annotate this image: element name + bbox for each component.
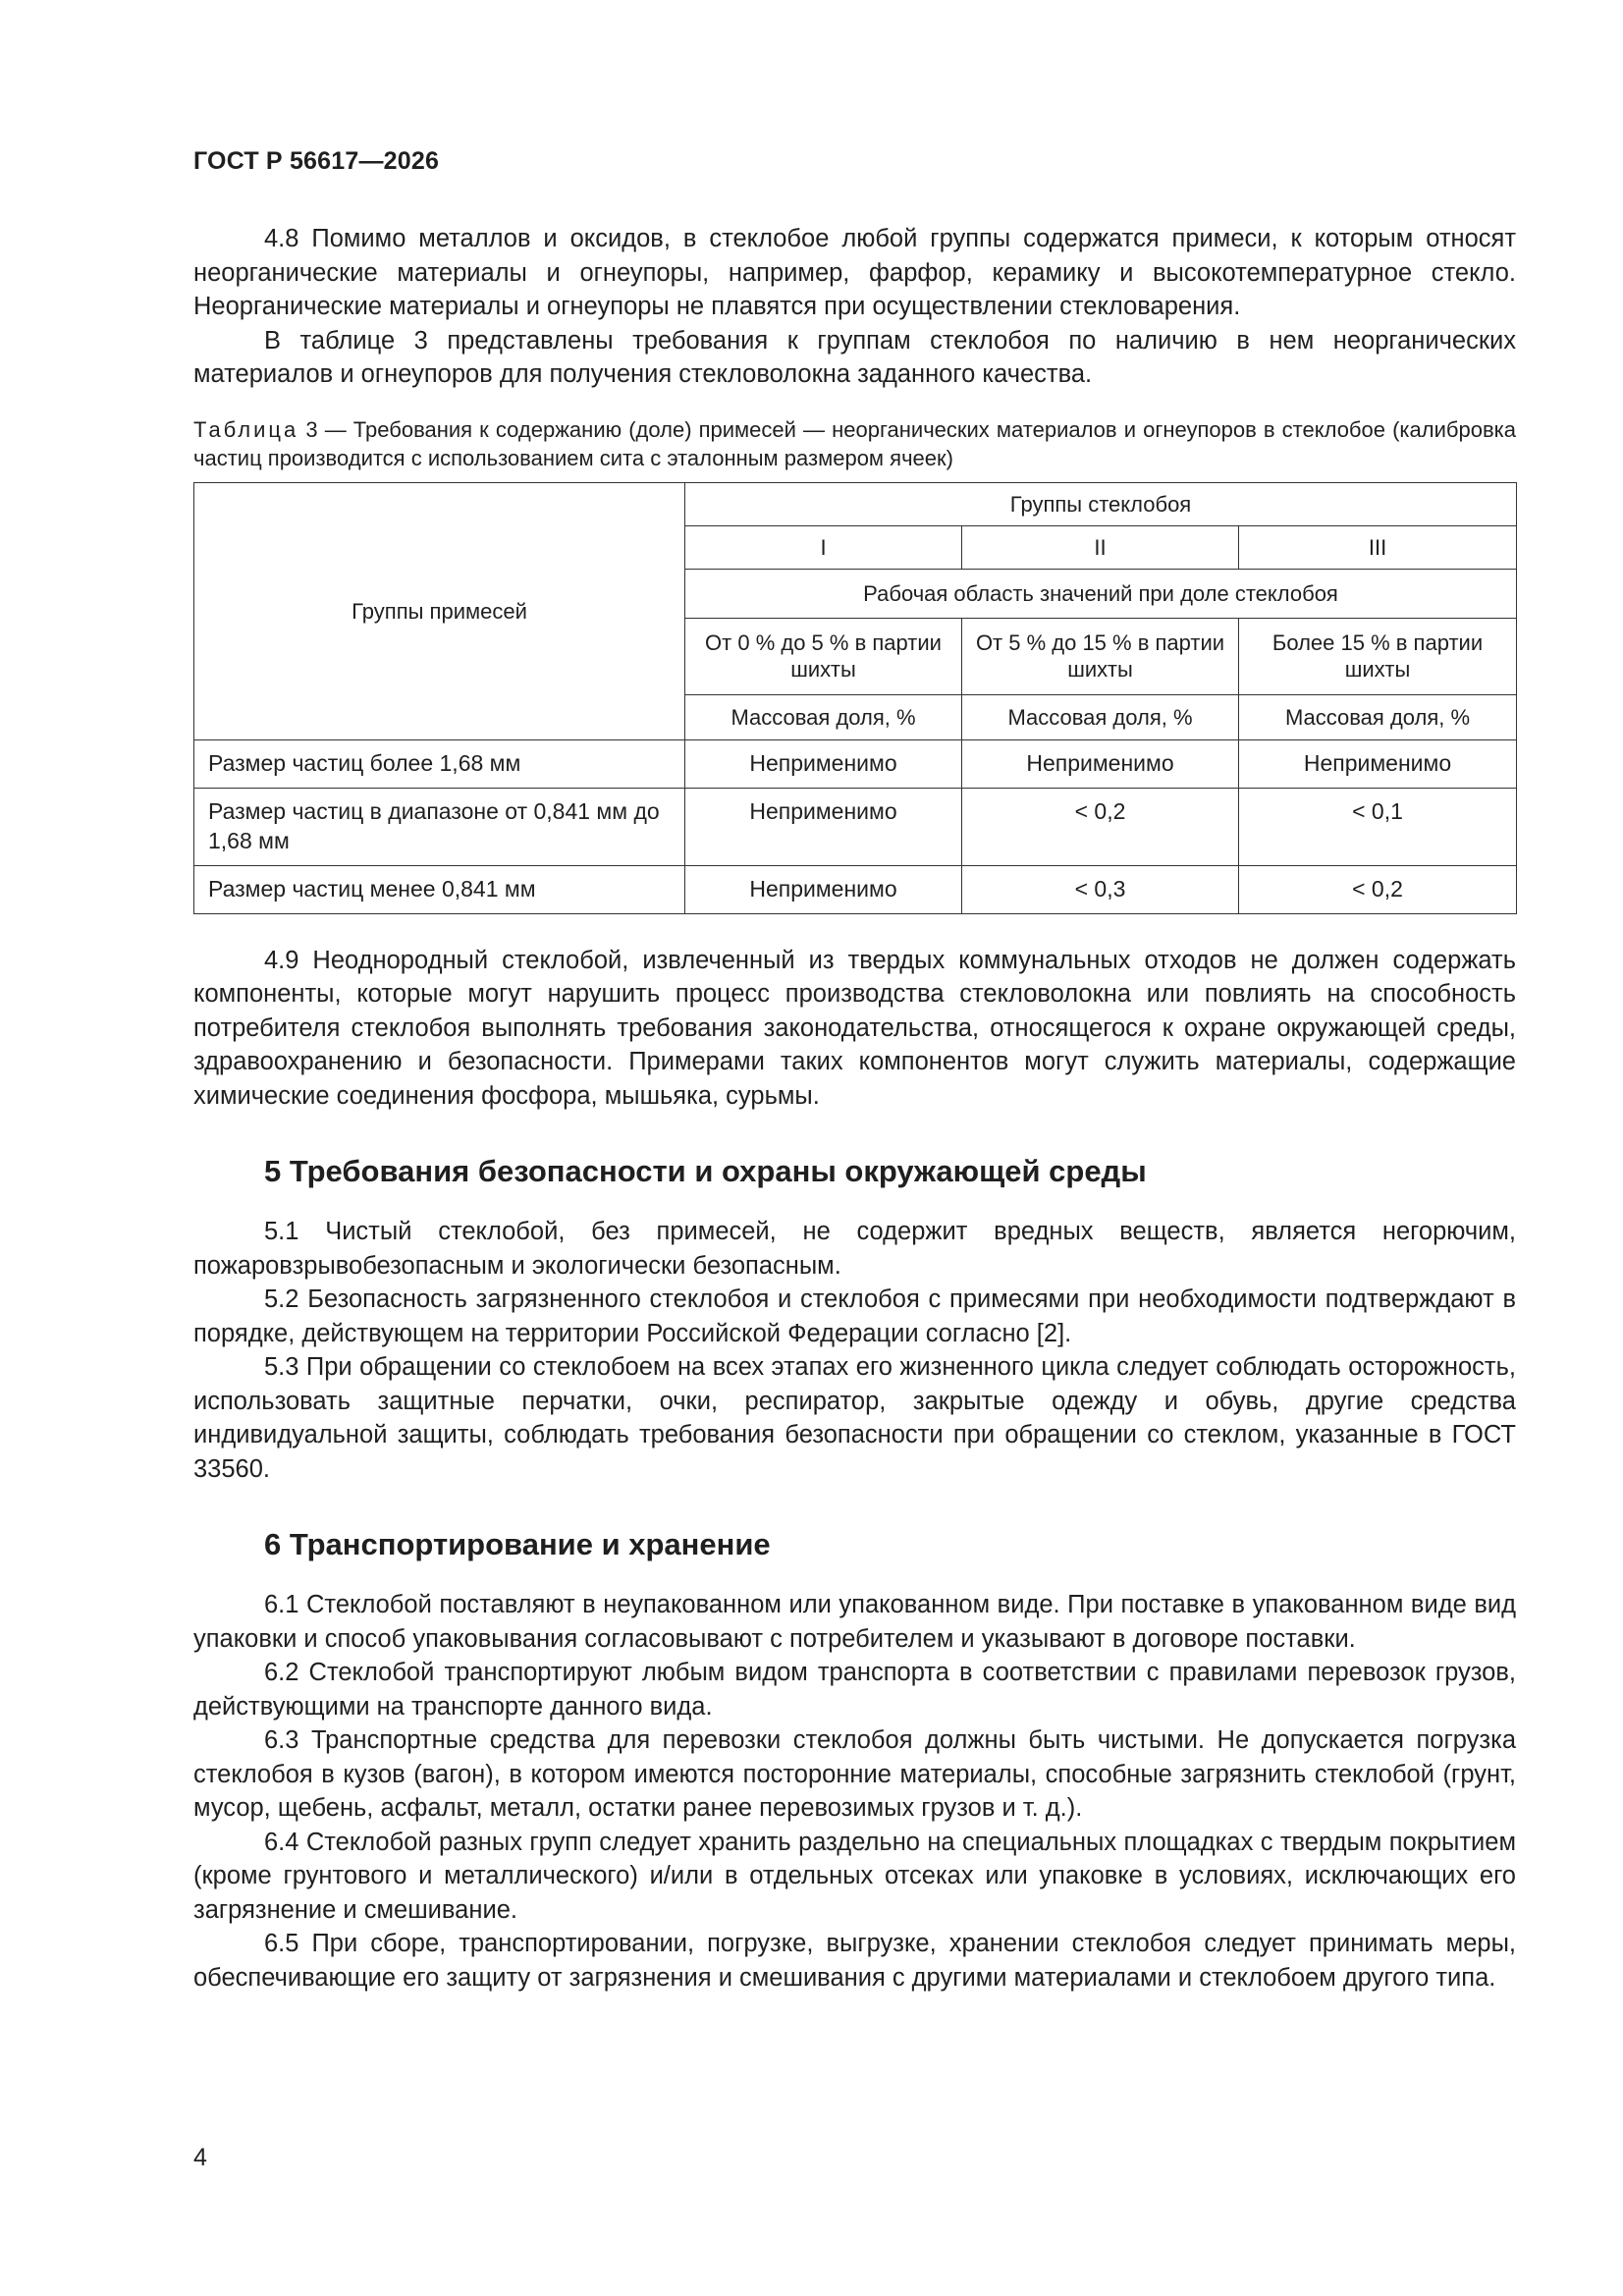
- paragraph-6-3: 6.3 Транспортные средства для перевозки стеклобоя должны быть чистыми. Не допускается погрузка стеклобоя в кузов (вагон), в котором имеются посторонние материалы, способные загрязнить стеклобой (грунт, мусор, щебень, асфальт, металл, остатки ранее перевозимых грузов и т. д.).: [193, 1726, 1516, 1822]
- table-caption-label: Таблица: [193, 416, 299, 442]
- table-caption: [193, 415, 1516, 472]
- requirements-table: [193, 482, 1517, 914]
- paragraph-6-2: 6.2 Стеклобой транспортируют любым видом транспорта в соответствии с правилами перевозок грузов, действующими на транспорте данного вида.: [193, 1659, 1516, 1721]
- paragraph-5-3: 5.3 При обращении со стеклобоем на всех этапах его жизненного цикла следует соблюдать осторожность, использовать защитные перчатки, очки, респиратор, закрытые одежду и обувь, другие средства индивидуальной защиты, соблюдать требования безопасности при обращении со стеклом, указанные в ГОСТ 33560.: [193, 1353, 1516, 1483]
- paragraph-5-1: 5.1 Чистый стеклобой, без примесей, не содержит вредных веществ, является негорючим, пожаровзрывобезопасным и экологически безопасным.: [193, 1218, 1516, 1280]
- table-row: [194, 865, 1517, 913]
- standard-code-header: ГОСТ Р 56617—2026: [193, 147, 440, 175]
- table-caption-text: 3 — Требования к содержанию (доле) примесей — неорганических материалов и огнеупоров в стеклобое (калибровка частиц производится с использованием сита с эталонным размером ячеек): [193, 416, 1516, 470]
- paragraph-5-2: 5.2 Безопасность загрязненного стеклобоя и стеклобоя с примесями при необходимости подтверждают в порядке, действующем на территории Российской Федерации согласно [2].: [193, 1285, 1516, 1347]
- paragraph-4-9: 4.9 Неоднородный стеклобой, извлеченный из твердых коммунальных отходов не должен содержать компоненты, которые могут нарушить процесс производства стекловолокна или повлиять на способность потребителя стеклобоя выполнять требования законодательства, относящегося к охране окружающей среды, здравоохранению и безопасности. Примерами таких компонентов могут служить материалы, содержащие химические соединения фосфора, мышьяка, сурьмы.: [193, 946, 1516, 1110]
- header-range-3: Более 15 % в партии шихты: [1239, 618, 1517, 694]
- section-5-title: 5 Требования безопасности и охраны окружающей среды: [264, 1154, 1147, 1188]
- header-unit-1: Массовая доля, %: [685, 694, 962, 739]
- section-6-title: 6 Транспортирование и хранение: [264, 1527, 771, 1561]
- header-cullet-groups: Группы стеклобоя: [685, 482, 1517, 525]
- paragraph-6-4: 6.4 Стеклобой разных групп следует хранить раздельно на специальных площадках с твердым покрытием (кроме грунтового и металлического) и/или в отдельных отсеках или упаковке в условиях, исключающих его загрязнение и смешивание.: [193, 1828, 1516, 1924]
- row-value: Неприменимо: [1239, 739, 1517, 788]
- table-row: [194, 739, 1517, 788]
- paragraph-6-5: 6.5 При сборе, транспортировании, погрузке, выгрузке, хранении стеклобоя следует принимать меры, обеспечивающие его защиту от загрязнения и смешивания с другими материалами и стеклобоем другого типа.: [193, 1930, 1516, 1992]
- row-label: Размер частиц менее 0,841 мм: [194, 865, 685, 913]
- header-impurity-groups: Группы примесей: [194, 482, 685, 739]
- row-value: < 0,2: [1239, 865, 1517, 913]
- table-row: [194, 788, 1517, 865]
- row-value: < 0,1: [1239, 788, 1517, 865]
- row-value: Неприменимо: [685, 788, 962, 865]
- paragraph-6-1: 6.1 Стеклобой поставляют в неупакованном или упакованном виде. При поставке в упакованном виде вид упаковки и способ упаковывания согласовывают с потребителем и указывают в договоре поставки.: [193, 1591, 1516, 1653]
- header-working-range: Рабочая область значений при доле стеклобоя: [685, 569, 1517, 618]
- row-value: Неприменимо: [962, 739, 1239, 788]
- page-number: 4: [193, 2144, 207, 2171]
- header-range-1: От 0 % до 5 % в партии шихты: [685, 618, 962, 694]
- row-value: Неприменимо: [685, 739, 962, 788]
- row-value: < 0,2: [962, 788, 1239, 865]
- paragraph-table-intro: В таблице 3 представлены требования к группам стеклобоя по наличию в нем неорганических материалов и огнеупоров для получения стекловолокна заданного качества.: [193, 326, 1516, 388]
- row-label: Размер частиц более 1,68 мм: [194, 739, 685, 788]
- header-range-2: От 5 % до 15 % в партии шихты: [962, 618, 1239, 694]
- page-content: [193, 222, 1516, 1995]
- header-group-3: III: [1239, 525, 1517, 569]
- row-value: Неприменимо: [685, 865, 962, 913]
- row-label: Размер частиц в диапазоне от 0,841 мм до 1,68 мм: [194, 788, 685, 865]
- row-value: < 0,3: [962, 865, 1239, 913]
- header-group-2: II: [962, 525, 1239, 569]
- header-unit-3: Массовая доля, %: [1239, 694, 1517, 739]
- header-group-1: I: [685, 525, 962, 569]
- header-unit-2: Массовая доля, %: [962, 694, 1239, 739]
- paragraph-4-8: 4.8 Помимо металлов и оксидов, в стеклобое любой группы содержатся примеси, к которым относят неорганические материалы и огнеупоры, например, фарфор, керамику и высокотемпературное стекло. Неорганические материалы и огнеупоры не плавятся при осуществлении стекловарения.: [193, 225, 1516, 320]
